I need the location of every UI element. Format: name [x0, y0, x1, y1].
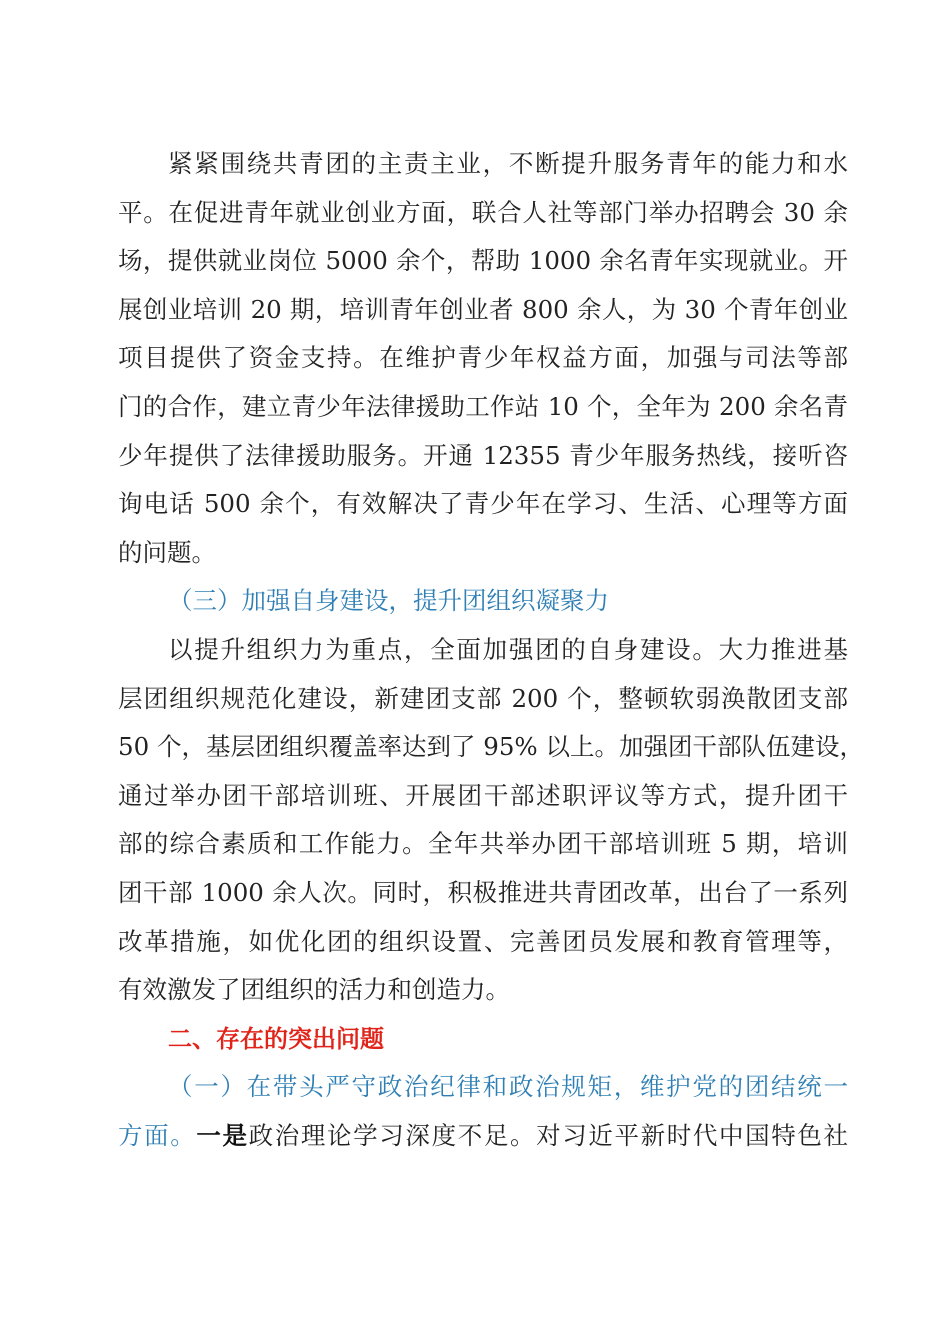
subheading-political-discipline — [118, 1063, 848, 1160]
paragraph-line: 部的综合素质和工作能力。全年共举办团干部培训班 5 期，培训 — [118, 829, 848, 859]
mixed-line — [118, 1112, 848, 1161]
paragraph-line: 门的合作，建立青少年法律援助工作站 10 个，全年为 200 余名青 — [118, 391, 848, 421]
paragraph-text: 政治理论学习深度不足。对习近平新时代中国特色社 — [248, 1120, 849, 1150]
paragraph-line: 展创业培训 20 期，培训青年创业者 800 余人，为 30 个青年创业 — [118, 294, 848, 324]
paragraph-line: 层团组织规范化建设，新建团支部 200 个，整顿软弱涣散团支部 — [118, 683, 848, 713]
subheading-self-building: （三）加强自身建设，提升团组织凝聚力 — [168, 586, 609, 616]
paragraph-line: 的问题。 — [118, 537, 216, 567]
paragraph-line: 场，提供就业岗位 5000 余个，帮助 1000 余名青年实现就业。开 — [118, 246, 848, 276]
paragraph-line: 项目提供了资金支持。在维护青少年权益方面，加强与司法等部 — [118, 343, 848, 373]
paragraph-line: 以提升组织力为重点，全面加强团的自身建设。大力推进基 — [168, 634, 848, 664]
paragraph-line: 少年提供了法律援助服务。开通 12355 青少年服务热线，接听咨 — [118, 440, 848, 470]
emphasis-first: 一是 — [196, 1120, 249, 1150]
paragraph-line: 有效激发了团组织的活力和创造力。 — [118, 975, 510, 1005]
paragraph-line: 50 个，基层团组织覆盖率达到了 95% 以上。加强团干部队伍建设， — [118, 732, 864, 762]
paragraph-line: 改革措施，如优化团的组织设置、完善团员发展和教育管理等， — [118, 926, 848, 956]
paragraph-line: 紧紧围绕共青团的主责主业，不断提升服务青年的能力和水 — [168, 149, 848, 178]
paragraph-line: 团干部 1000 余人次。同时，积极推进共青团改革，出台了一系列 — [118, 877, 848, 907]
paragraph-service-youth — [118, 140, 848, 577]
subheading-line: （一）在带头严守政治纪律和政治规矩，维护党的团结统一 — [168, 1072, 848, 1102]
paragraph-line: 平。在促进青年就业创业方面，联合人社等部门举办招聘会 30 余 — [118, 197, 848, 227]
paragraph-self-building — [118, 626, 864, 1015]
document-body — [118, 140, 864, 1160]
paragraph-line: 通过举办团干部培训班、开展团干部述职评议等方式，提升团干 — [118, 780, 848, 810]
paragraph-line: 询电话 500 余个，有效解决了青少年在学习、生活、心理等方面 — [118, 489, 848, 519]
subheading-tail: 方面。 — [118, 1120, 197, 1150]
section-heading-problems: 二、存在的突出问题 — [168, 1024, 384, 1053]
